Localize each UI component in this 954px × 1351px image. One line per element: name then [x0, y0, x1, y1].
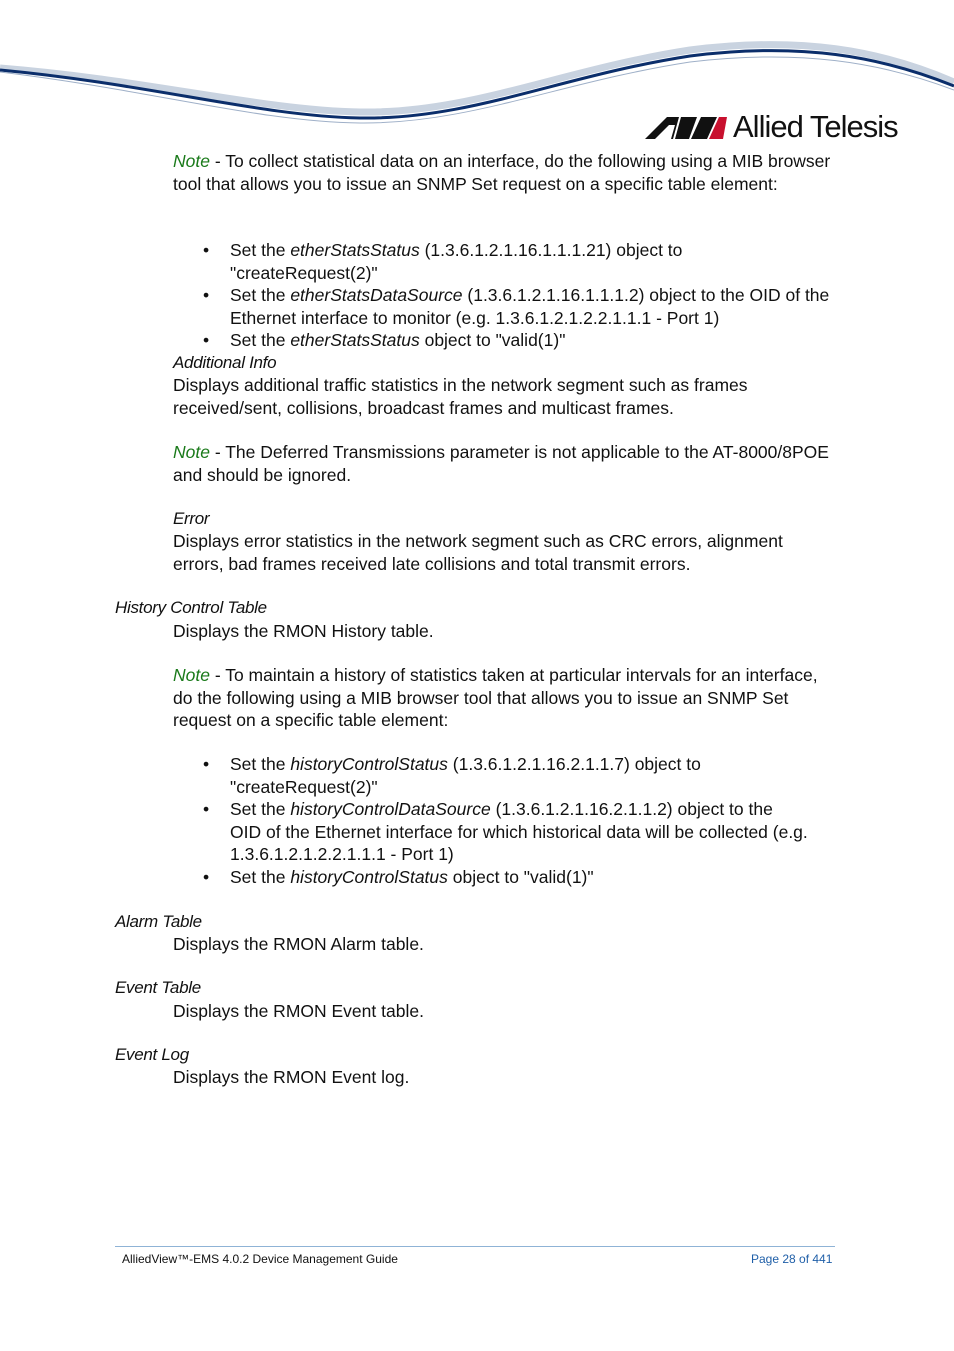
alarm-table-text: Displays the RMON Alarm table.	[173, 934, 424, 954]
note-paragraph-2	[173, 441, 838, 486]
bullet-text: Set the	[230, 754, 291, 774]
list-item	[173, 753, 808, 798]
object-name: historyControlStatus	[290, 754, 448, 774]
section-heading-alarm-table: Alarm Table	[115, 912, 202, 931]
footer-page-number: Page 28 of 441	[751, 1252, 833, 1266]
event-log-text: Displays the RMON Event log.	[173, 1067, 410, 1087]
list-item	[173, 866, 808, 889]
error-text: Displays error statistics in the network segment such as CRC errors, alignment errors, bad frames received late collisions and total transmit errors.	[173, 531, 783, 574]
bullet-text: (1.3.6.1.2.1.16.1.1.1.2) object to the OID of the Ethernet interface to monitor (e.g. 1.3.6.1.2.1.2.2.1.1.1 - Port 1)	[230, 285, 830, 328]
bullet-text: object to "valid(1)"	[419, 330, 566, 350]
note-paragraph-3	[173, 664, 838, 732]
list-item	[173, 329, 833, 352]
section-heading-history-control-table: History Control Table	[115, 598, 267, 617]
section-heading-event-table: Event Table	[115, 978, 201, 997]
brand-name: Allied Telesis	[733, 109, 898, 144]
bullet-text: (1.3.6.1.2.1.16.2.1.1.7) object to "createRequest(2)"	[230, 754, 701, 797]
bullet-text: (1.3.6.1.2.1.16.2.1.1.2) object to the OID of the Ethernet interface for which historical data will be collected (e.g. 1.3.6.1.2.1.2.2.1.1.1 - Port 1)	[230, 799, 808, 864]
list-item	[173, 239, 833, 284]
note-text: - To maintain a history of statistics taken at particular intervals for an interface, do the following using a MIB browser tool that allows you to issue an SNMP Set request on a specific table element:	[173, 665, 818, 730]
object-name: etherStatsStatus	[290, 240, 420, 260]
note-label: Note	[173, 665, 210, 685]
footer-divider	[115, 1246, 835, 1247]
bullet-list-history-control	[173, 753, 808, 888]
note-paragraph-1	[173, 150, 838, 195]
bullet-text: (1.3.6.1.2.1.16.1.1.1.21) object to "createRequest(2)"	[230, 240, 683, 283]
allied-telesis-logo-mark	[645, 115, 727, 139]
object-name: etherStatsStatus	[290, 330, 420, 350]
bullet-text: Set the	[230, 330, 291, 350]
additional-info-text: Displays additional traffic statistics in the network segment such as frames received/sent, collisions, broadcast frames and multicast frames.	[173, 375, 748, 418]
section-heading-event-log: Event Log	[115, 1045, 189, 1064]
object-name: historyControlStatus	[290, 866, 448, 887]
event-table-text: Displays the RMON Event table.	[173, 1001, 424, 1021]
footer-document-title: AlliedView™-EMS 4.0.2 Device Management Guide	[122, 1252, 398, 1266]
bullet-text: Set the	[230, 240, 291, 260]
object-name: etherStatsDataSource	[290, 285, 463, 305]
bullet-text: Set the	[230, 799, 291, 819]
note-label: Note	[173, 151, 210, 171]
note-text: - To collect statistical data on an interface, do the following using a MIB browser tool that allows you to issue an SNMP Set request on a specific table element:	[173, 151, 831, 194]
bullet-text: object to "valid(1)"	[447, 866, 594, 887]
bullet-text: Set the	[230, 866, 291, 887]
bullet-text: Set the	[230, 285, 291, 305]
section-heading-error: Error	[173, 509, 210, 528]
note-label: Note	[173, 442, 210, 462]
allied-telesis-logo	[645, 110, 898, 144]
section-heading-additional-info: Additional Info	[173, 353, 277, 372]
history-control-table-text: Displays the RMON History table.	[173, 621, 434, 641]
list-item	[173, 798, 808, 866]
object-name: historyControlDataSource	[290, 799, 491, 819]
note-text: - The Deferred Transmissions parameter is not applicable to the AT-8000/8POE and should be ignored.	[173, 442, 829, 485]
bullet-list-ether-stats	[173, 239, 833, 352]
list-item	[173, 284, 833, 329]
